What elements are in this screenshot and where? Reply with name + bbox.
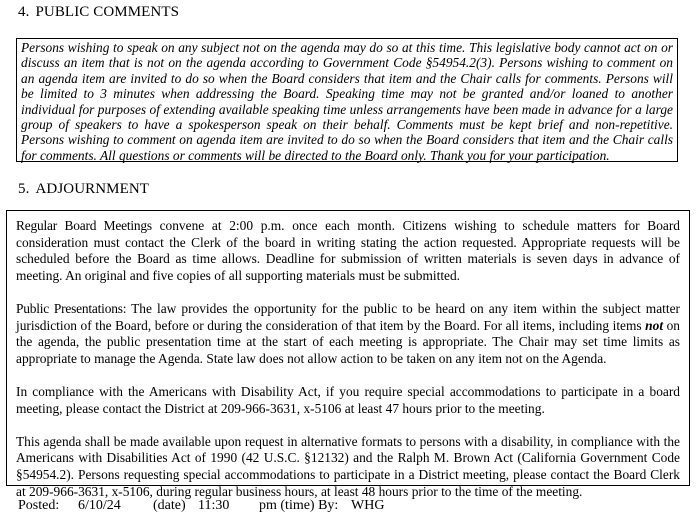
section-4-heading [18,4,179,21]
section-4-title: PUBLIC COMMENTS [35,4,180,20]
posted-time-label: pm (time) By: [259,498,339,513]
ada-paragraph [16,384,680,417]
public-comments-text: Persons wishing to speak on any subject not on the agenda may do so at this time. This legislative body cannot act on or discuss an item that is not on the agenda according to Government Code §54954.2(3). Persons wishing to comment on an agenda item are invited to do so when the Board considers that item and the Chair calls for comments. Persons will be limited to 3 minutes when addressing the Board. Speaking time may not be granted and/or loaned to another individual for purposes of extending available speaking time unless arrangements have been made in advance for a large group of speakers to have a spokesperson speak on their behalf. Comments must be kept brief and non-repetitive. Persons wishing to comment on agenda item are invited to do so when the Board considers that item and the Chair calls for comments. All questions or comments will be directed to the Board only. Thank you for your participation. [21,40,673,163]
regular-meetings-label: Regular Board Meetings [16,218,152,233]
section-5-title: ADJOURNMENT [35,181,150,197]
section-5-number: 5. [18,181,30,197]
ada-text: In compliance with the Americans with Disability Act, if you require special accommodations to participate in a board meeting, please contact the District at 209-966-3631, x-5106 at least 47 hours prior to the meeting. [16,383,680,416]
regular-meetings-text: convene at 2:00 p.m. once each month. Citizens wishing to schedule matters for Board consideration must contact the Clerk of the board in writing stating the action requested. Appropriate requests will be scheduled before the Board as time allows. Deadline for submission of written materials is seven days in advance of meeting. An original and five copies of all supporting materials must be submitted. [16,218,681,283]
alternative-formats-text: This agenda shall be made available upon request in alternative formats to persons with a disability, in compliance with the Americans with Disabilities Act of 1990 (42 U.S.C. §12132) and the Ralph M. Brown Act (California Government Code §54954.2). Persons requesting special accommodations to participate in a District meeting, please contact the Board Clerk at 209-966-3631, x-5106, during regular business hours, at least 48 hours prior to the time of the meeting. [16,433,680,499]
posted-label: Posted: [18,498,60,513]
section-5-heading [18,181,149,198]
posted-time: 11:30 [198,498,230,513]
posted-date-label: (date) [153,498,186,513]
public-presentations-text-2: on the agenda, the public presentation time at the start of each meeting is appropriate. The Chair may set time limits as appropriate to manage the Agenda. State law does not allow action to be taken on any item not on the Agenda. [16,317,680,366]
meeting-notices-box [6,210,690,499]
regular-meetings-paragraph [16,218,680,284]
public-presentations-label: Public Presentations: [16,300,127,316]
public-comments-box [16,38,678,162]
posted-date: 6/10/24 [78,498,121,513]
public-presentations-emphasis: not [645,317,664,333]
posted-by: WHG [351,498,385,513]
alternative-formats-paragraph [16,434,680,500]
public-presentations-text-1: The law provides the opportunity for the public to be heard on any item within the subject matter jurisdiction of the Board, before or during the consideration of that item by the Board. For all items, including items [16,300,680,333]
public-presentations-paragraph [16,301,680,367]
section-4-number: 4. [18,4,30,20]
